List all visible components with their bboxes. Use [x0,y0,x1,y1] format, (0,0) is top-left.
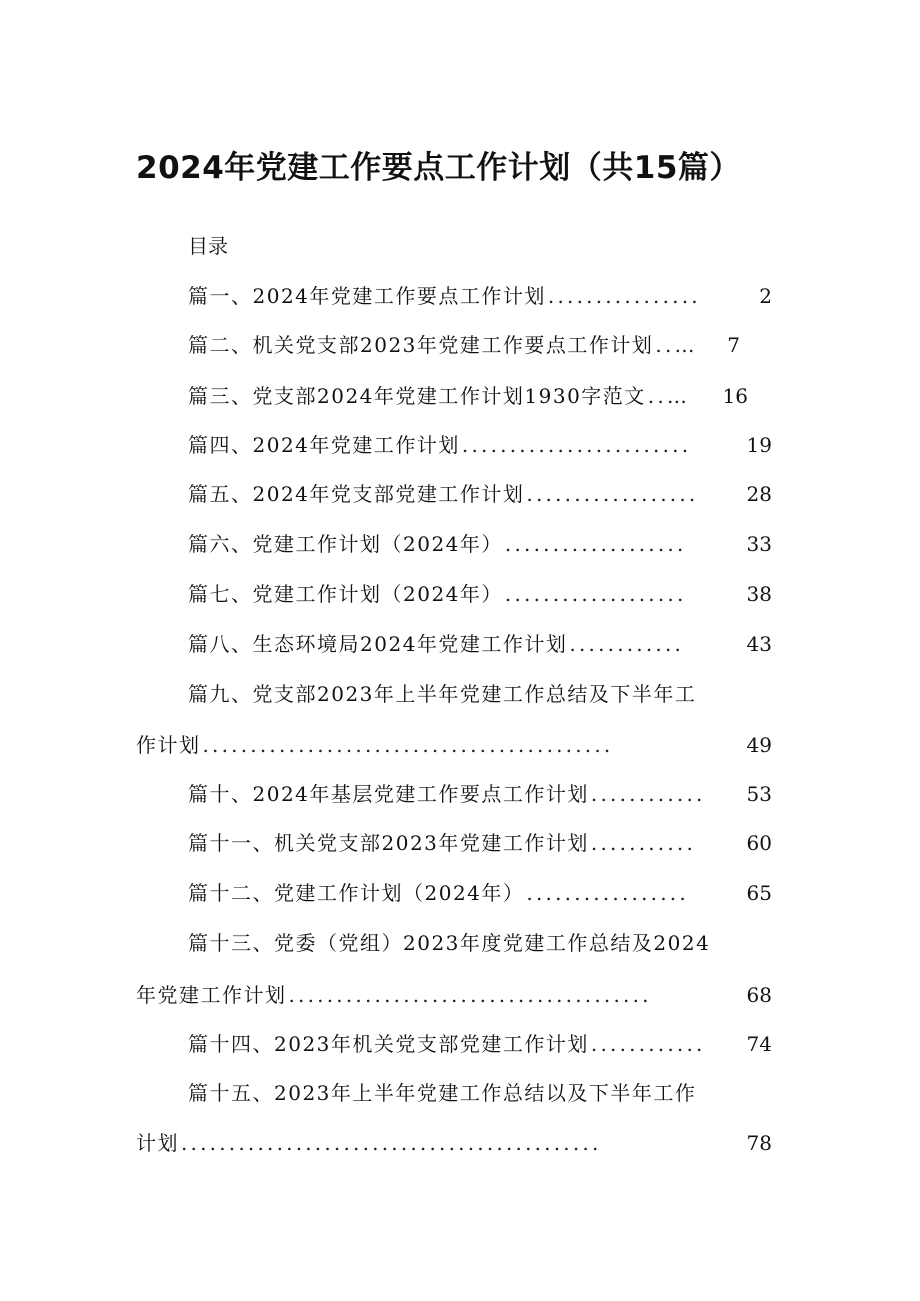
toc-entry-title: 篇二、机关党支部2023年党建工作要点工作计划 [188,333,654,357]
toc-page-number: 38 [746,582,772,606]
toc-entry[interactable] [188,528,772,560]
toc-page-number: 60 [746,831,772,855]
toc-entry[interactable] [188,380,748,412]
toc-entry[interactable] [188,1028,772,1060]
toc-leader-dots: ............ [569,632,685,656]
toc-leader-dots: ........................................... [202,733,614,757]
toc-entry[interactable] [136,729,772,761]
toc-page-number: 2 [759,284,772,308]
toc-entry-title: 篇十一、机关党支部2023年党建工作计划 [188,831,589,855]
toc-page-number: 7 [727,333,740,357]
toc-entry[interactable] [188,578,772,610]
toc-page-number: 33 [746,532,772,556]
toc-entry-title: 篇四、2024年党建工作计划 [188,433,460,457]
toc-entry[interactable] [188,827,772,859]
toc-page-number: 78 [746,1131,772,1155]
toc-leader-dots: ..… [655,333,698,357]
toc-leader-dots: ................... [504,532,687,556]
toc-page-number: 16 [722,384,748,408]
toc-entry[interactable] [188,280,772,312]
toc-entry-title: 篇一、2024年党建工作要点工作计划 [188,284,546,308]
toc-page-number: 74 [746,1032,772,1056]
toc-entry-title[interactable]: 篇十五、2023年上半年党建工作总结以及下半年工作 [188,1081,697,1105]
toc-heading: 目录 [188,234,228,258]
toc-page-number: 53 [746,782,772,806]
toc-leader-dots: ...................................... [288,983,652,1007]
toc-page-number: 19 [746,433,772,457]
toc-entry[interactable] [136,1127,772,1159]
toc-entry[interactable] [188,628,772,660]
toc-entry-title: 篇三、党支部2024年党建工作计划1930字范文 [188,384,646,408]
toc-leader-dots: ............ [590,1032,706,1056]
toc-entry[interactable] [136,979,772,1011]
toc-entry-title[interactable]: 篇十三、党委（党组）2023年度党建工作总结及2024 [188,931,711,955]
toc-leader-dots: ........... [590,831,697,855]
toc-entry-title: 篇六、党建工作计划（2024年） [188,532,503,556]
toc-leader-dots: .................. [526,482,699,506]
toc-entry-title-cont: 年党建工作计划 [136,983,287,1007]
toc-entry-title: 篇八、生态环境局2024年党建工作计划 [188,632,568,656]
toc-page-number: 65 [746,881,772,905]
toc-leader-dots: ................. [526,881,689,905]
toc-page-number: 28 [746,482,772,506]
toc-entry-title-cont: 计划 [136,1131,179,1155]
toc-leader-dots: ................... [504,582,687,606]
toc-page-number: 68 [746,983,772,1007]
toc-entry-title: 篇五、2024年党支部党建工作计划 [188,482,525,506]
toc-entry-title[interactable]: 篇九、党支部2023年上半年党建工作总结及下半年工 [188,682,697,706]
toc-leader-dots: ............ [590,782,706,806]
toc-entry-title: 篇十二、党建工作计划（2024年） [188,881,525,905]
toc-leader-dots: ............................................ [181,1131,602,1155]
toc-entry[interactable] [188,877,772,909]
toc-entry[interactable] [188,778,772,810]
document-title: 2024年党建工作要点工作计划（共15篇） [136,150,741,186]
toc-leader-dots: ........................ [461,433,692,457]
toc-entry[interactable] [188,329,740,361]
toc-page-number: 49 [746,733,772,757]
toc-entry[interactable] [188,478,772,510]
toc-leader-dots: ................ [547,284,701,308]
toc-entry-title: 篇十四、2023年机关党支部党建工作计划 [188,1032,589,1056]
toc-entry-title: 篇十、2024年基层党建工作要点工作计划 [188,782,589,806]
toc-page-number: 43 [746,632,772,656]
toc-leader-dots: ..… [647,384,691,408]
toc-entry-title-cont: 作计划 [136,733,201,757]
toc-entry[interactable] [188,429,772,461]
toc-entry-title: 篇七、党建工作计划（2024年） [188,582,503,606]
